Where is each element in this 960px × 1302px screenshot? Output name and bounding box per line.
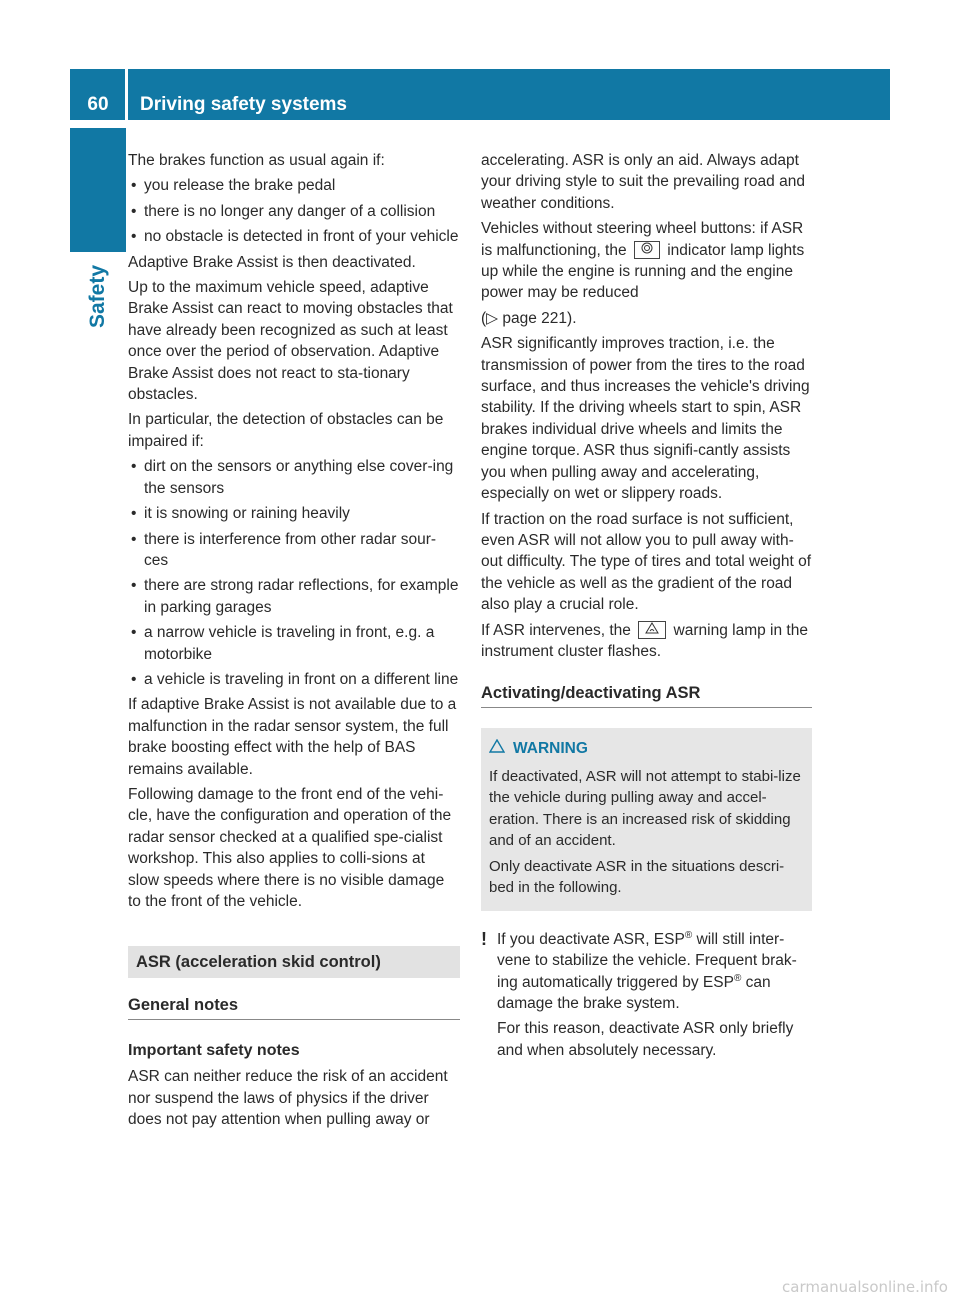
tire-icon: [634, 241, 660, 259]
note-mark: !: [481, 928, 487, 949]
bullet-list: [128, 175, 460, 247]
note: [481, 929, 812, 1061]
paragraph: Adaptive Brake Assist is then deactivated.: [128, 253, 416, 271]
paragraph: [481, 218, 812, 304]
watermark: carmanualsonline.info: [782, 1278, 948, 1296]
paragraph: Following damage to the front end of the vehi-cle, have the configuration and operation of the radar sensor checked at a qualified spe-cialist workshop. This also applies to colli-sions at slow speeds where there is no visible damage to the front of the vehicle.: [128, 785, 452, 910]
registered-mark: ®: [733, 972, 742, 984]
paragraph: Only deactivate ASR in the situations descri-bed in the following.: [489, 857, 785, 897]
minor-heading: Important safety notes: [128, 1042, 300, 1060]
text-run: will still inter-vene to stabilize the vehicle. Frequent brak-ing automatically triggered by ESP: [497, 930, 797, 991]
warning-box: [481, 728, 812, 911]
skid-warning-icon: [638, 621, 666, 639]
registered-mark: ®: [684, 929, 693, 941]
side-tab-block: [70, 128, 126, 252]
side-tab-label: Safety: [86, 264, 109, 328]
paragraph: The brakes function as usual again if:: [128, 152, 385, 169]
page-title: Driving safety systems: [140, 94, 347, 115]
list-item: • there is interference from other radar sour-ces: [128, 529, 460, 572]
subsection-heading: General notes: [128, 994, 460, 1020]
text-run: can damage the brake system.: [497, 973, 771, 1013]
list-item: • dirt on the sensors or anything else cover-ing the sensors: [128, 456, 460, 499]
section-heading: ASR (acceleration skid control): [128, 946, 460, 978]
list-item: • no obstacle is detected in front of your vehicle: [128, 226, 460, 247]
text-run: If ASR intervenes, the: [481, 621, 631, 639]
subsection-heading: Activating/deactivating ASR: [481, 682, 812, 708]
list-item: • there are strong radar reflections, for example in parking garages: [128, 575, 460, 618]
paragraph: If traction on the road surface is not sufficient, even ASR will not allow you to pull away with-out difficulty. The type of tires and total weight of the vehicle as well as the gradient of the road also play a crucial role.: [481, 510, 811, 614]
list-item: • there is no longer any danger of a collision: [128, 201, 460, 222]
paragraph: In particular, the detection of obstacles can be impaired if:: [128, 411, 444, 450]
bullet-list: [128, 456, 460, 690]
paragraph: ASR significantly improves traction, i.e. the transmission of power from the tires to the road surface, and thus increases the vehicle's driving stability. If the driving wheels start to spin, ASR brakes individual drive wheels and limits the engine torque. ASR thus signifi-cantly assists you when pulling away and accelerating, especially on wet or slippery roads.: [481, 335, 810, 503]
left-column: [128, 150, 460, 1135]
warning-label: WARNING: [513, 740, 588, 758]
text-run: indicator lamp lights up while the engine is running and the engine power may be reduced: [481, 241, 805, 302]
paragraph: Up to the maximum vehicle speed, adaptive Brake Assist can react to moving obstacles that have already been recognized as such at least once over the period of observation. Adaptive Brake Assist does not react to sta-tionary obstacles.: [128, 279, 453, 404]
list-item: • a vehicle is traveling in front on a different line: [128, 669, 460, 690]
header-divider: [125, 69, 128, 120]
paragraph: [497, 929, 812, 1015]
list-item: • it is snowing or raining heavily: [128, 503, 460, 524]
text-run: warning lamp in the instrument cluster flashes.: [481, 621, 808, 660]
page-number: 60: [87, 94, 109, 115]
paragraph: If adaptive Brake Assist is not available due to a malfunction in the radar sensor system, the full brake boosting effect with the help of BAS remains available.: [128, 696, 457, 778]
paragraph: accelerating. ASR is only an aid. Always adapt your driving style to suit the prevailing road and weather conditions.: [481, 152, 805, 212]
paragraph: For this reason, deactivate ASR only briefly and when absolutely necessary.: [497, 1020, 794, 1059]
right-column: [481, 150, 812, 1065]
text-run: Vehicles without steering wheel buttons: if ASR is malfunctioning, the: [481, 220, 804, 259]
list-item: • you release the brake pedal: [128, 175, 460, 196]
paragraph: ASR can neither reduce the risk of an accident nor suspend the laws of physics if the driver does not pay attention when pulling away or: [128, 1068, 448, 1129]
text-run: If you deactivate ASR, ESP: [497, 930, 685, 948]
paragraph: [481, 620, 812, 663]
warning-triangle-icon: [489, 738, 505, 760]
page-reference: (▷ page 221).: [481, 309, 577, 327]
warning-header: [489, 738, 804, 760]
paragraph: If deactivated, ASR will not attempt to stabi-lize the vehicle during pulling away and accel-eration. There is an increased risk of skidding and of an accident.: [489, 767, 801, 850]
list-item: • a narrow vehicle is traveling in front, e.g. a motorbike: [128, 622, 460, 665]
